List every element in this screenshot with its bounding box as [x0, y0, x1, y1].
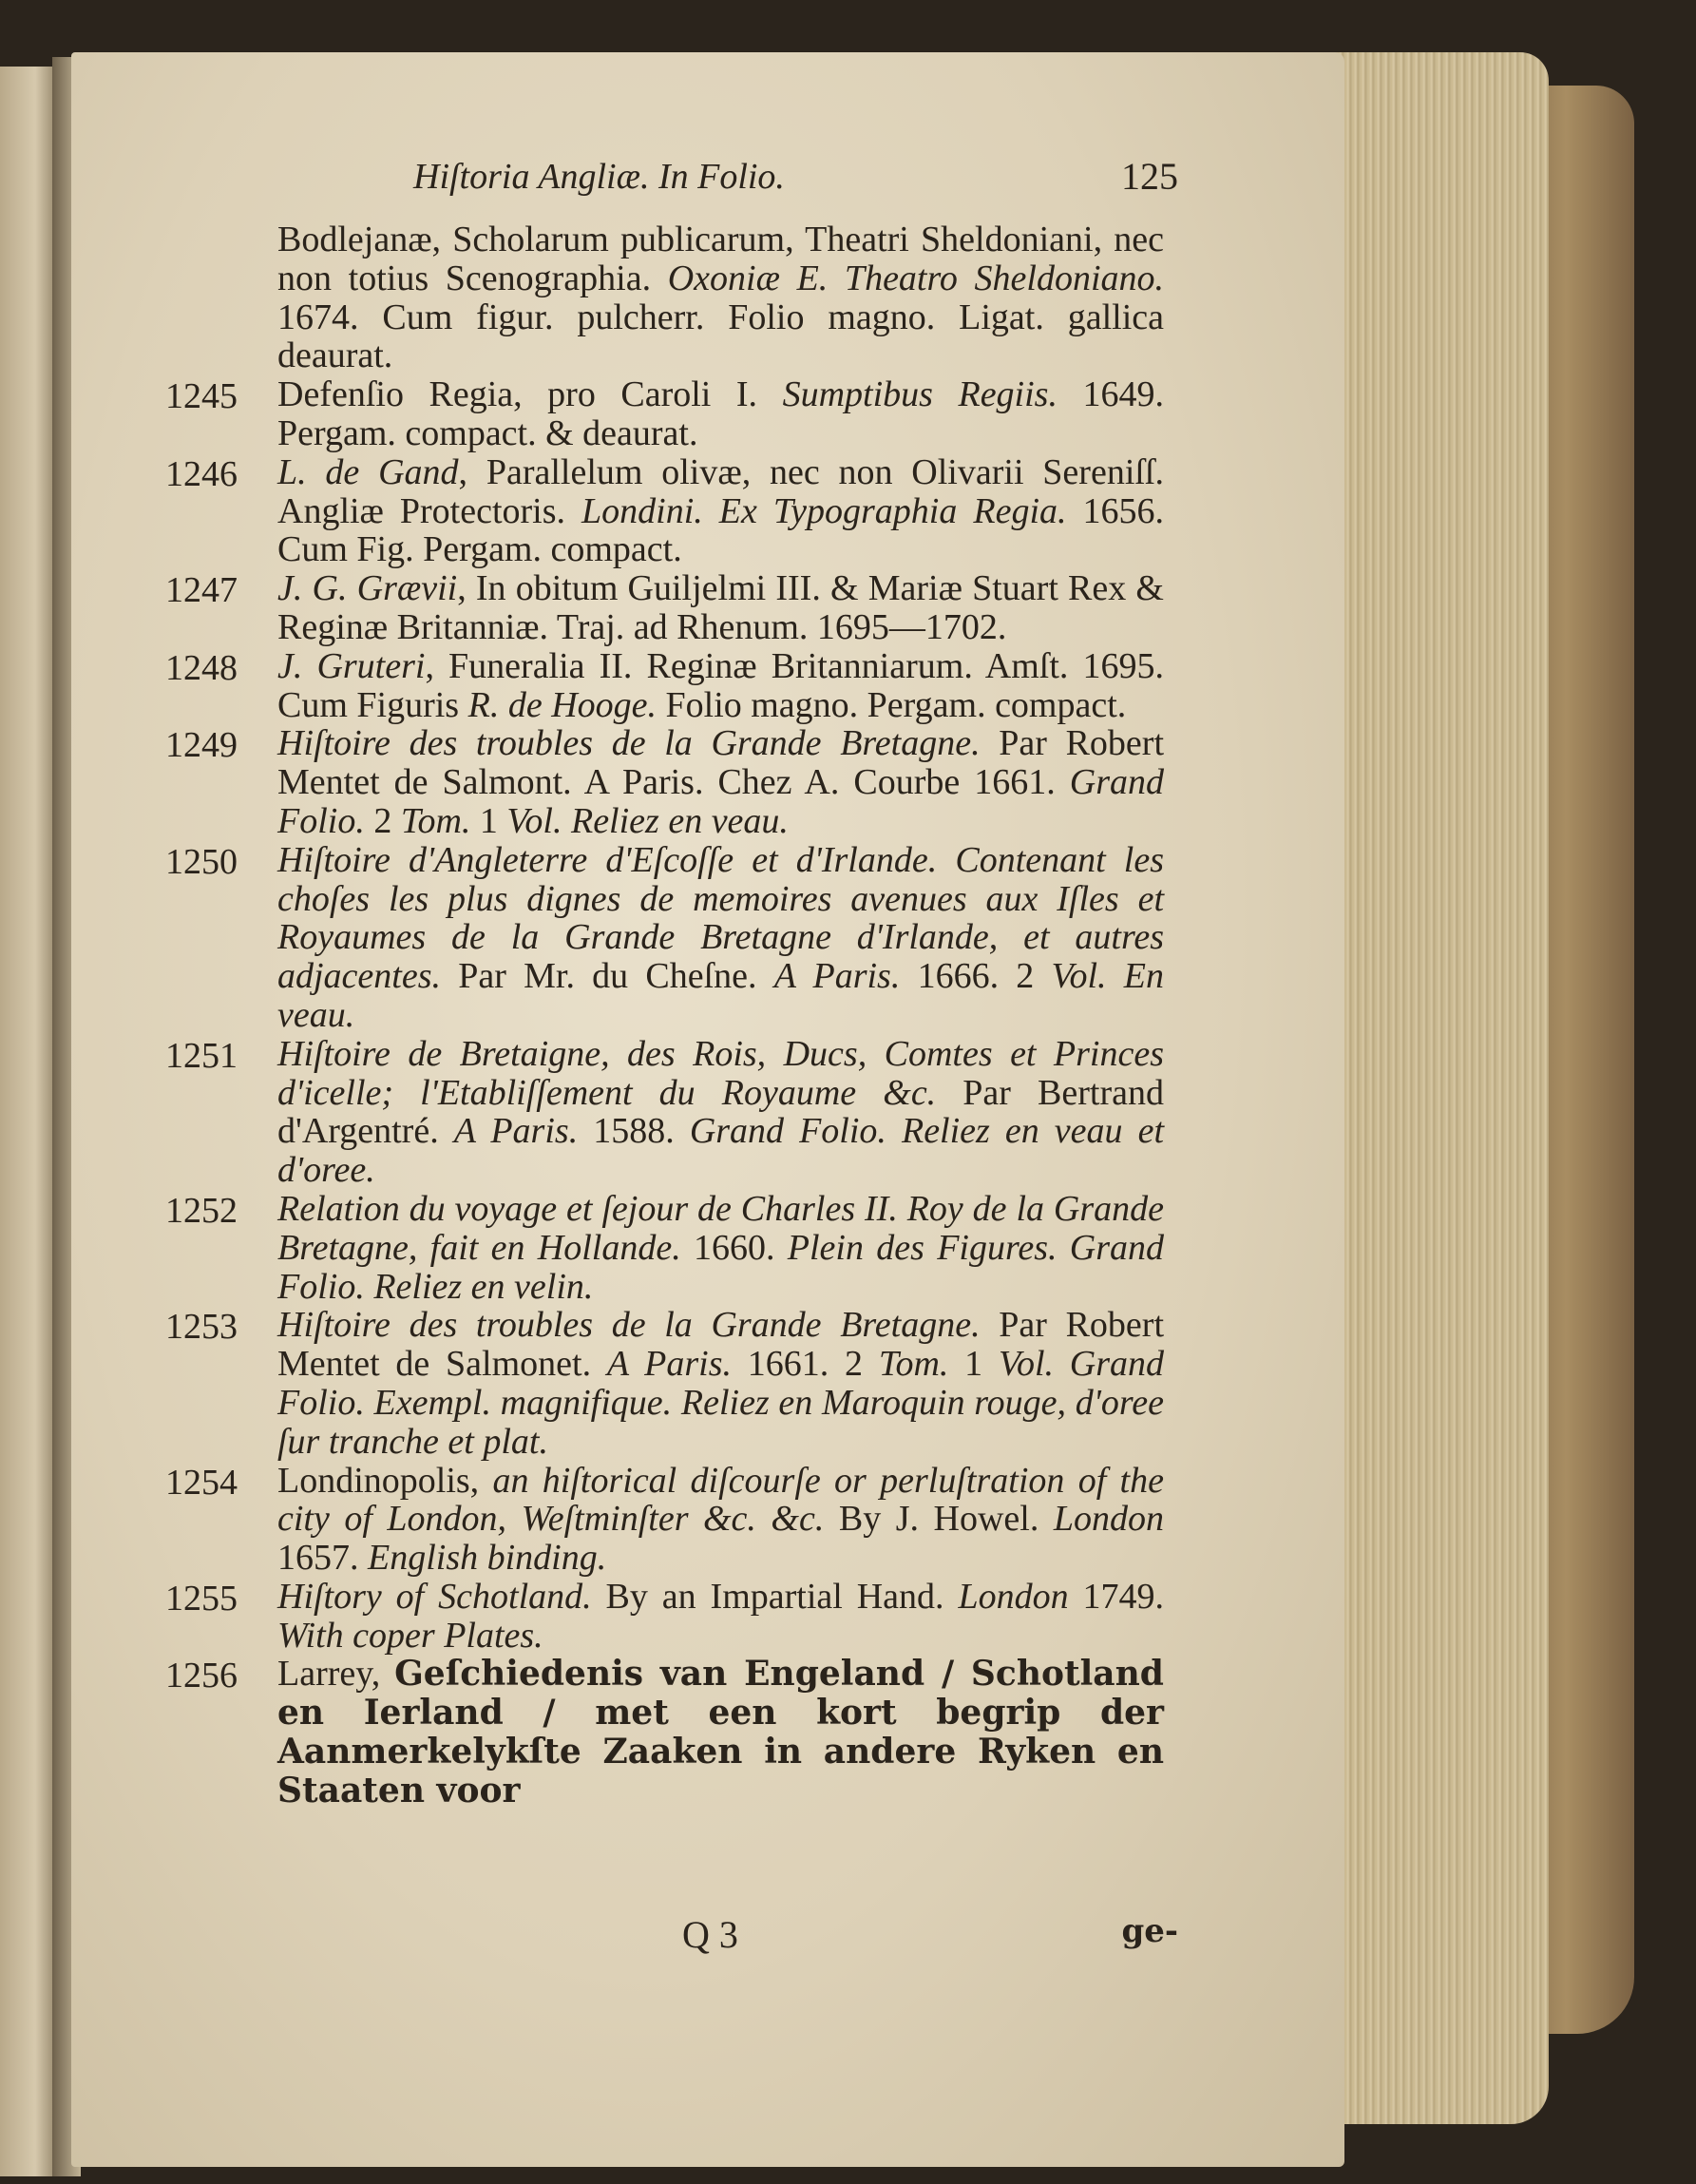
entry-text-segment: 1660. — [680, 1227, 788, 1268]
entry-number: 1252 — [165, 1190, 238, 1231]
entry-number: 1254 — [165, 1462, 238, 1503]
entry-text-segment: J. Gruteri — [277, 645, 426, 686]
entry-text — [277, 220, 1164, 375]
entry-text-segment: 1749. — [1068, 1576, 1164, 1617]
entry-text-segment: Par Mr. du Cheſne. — [441, 956, 774, 997]
entry-text-segment: Sumptibus Regiis. — [782, 374, 1058, 415]
entry-text — [277, 569, 1164, 647]
signature-mark: Q 3 — [682, 1913, 738, 1956]
entry-text-segment: 1588. — [578, 1111, 690, 1152]
entry-number: 1246 — [165, 453, 238, 494]
page-number: 125 — [1121, 155, 1178, 198]
entry-text-segment: Vol. En veau. — [277, 956, 1164, 1035]
entry-text-segment: R. de Hooge. — [467, 684, 657, 725]
catalogue-entry — [165, 568, 1164, 647]
catalogue-entry — [165, 451, 1164, 570]
entry-number: 1248 — [165, 647, 238, 688]
entry-text-segment: Folio magno. Pergam. compact. — [657, 684, 1127, 725]
entry-text — [277, 1190, 1164, 1306]
entry-number: 1255 — [165, 1578, 238, 1619]
entry-text-segment: Vol. Reliez en veau. — [506, 800, 789, 841]
entry-text — [277, 453, 1164, 569]
entry-text-segment: , In obitum Guiljelmi III. & Mariæ Stuart Rex & Reginæ Britanniæ. Traj. ad Rhenum. 1695—1702. — [277, 568, 1164, 647]
entry-text-segment: Tom. — [878, 1344, 949, 1385]
entry-text-segment: Hiſtoire d'Angleterre d'Eſcoſſe et d'Irlande. Contenant les choſes les plus dignes de memoires avenues aux Iſles et Royaumes de la Grande Bretagne d'Irlande, et autres adjacentes. — [277, 839, 1164, 997]
entry-text-segment: Grand Folio. — [277, 762, 1164, 841]
entry-text-segment: A Paris. — [606, 1344, 732, 1385]
left-page-edge — [0, 67, 59, 2176]
entry-text-segment: Hiſtory of Schotland. — [277, 1576, 592, 1617]
entry-text-segment: 1 — [470, 800, 507, 841]
page-footer — [266, 1912, 1178, 1960]
catalogue-entry — [165, 1576, 1164, 1656]
entry-text-segment: 1674. Cum figur. pulcherr. Folio magno. Ligat. gallica deaurat. — [277, 297, 1164, 376]
entry-text-segment: , Funeralia II. Reginæ Britanniarum. Amſt. 1695. Cum Figuris — [277, 645, 1164, 725]
entry-text-segment: 2 — [364, 800, 401, 841]
entry-text — [277, 1035, 1164, 1190]
entry-text-segment: Bodlejanæ, Scholarum publicarum, Theatri Sheldoniani, nec non totius Scenographia. — [277, 220, 1164, 298]
entry-text-segment: Defenſio Regia, pro Caroli I. — [277, 374, 783, 415]
entry-text — [277, 1655, 1164, 1810]
entry-number: 1253 — [165, 1307, 238, 1348]
entry-text-segment: Oxoniæ E. Theatro Sheldoniano. — [667, 258, 1164, 298]
entry-number: 1256 — [165, 1656, 238, 1696]
entry-text-segment: Vol. Grand Folio. Exempl. magnifique. Reliez en Maroquin rouge, d'oree ſur tranche et plat. — [277, 1344, 1165, 1462]
catalogue-entry — [171, 220, 1164, 375]
entry-text-segment: , Parallelum olivæ, nec non Olivarii Sereniſſ. Angliæ Protectoris. — [277, 451, 1164, 531]
entry-text-segment: Par Robert Mentet de Salmonet. — [277, 1305, 1164, 1385]
entry-text-segment: A Paris. — [453, 1111, 579, 1152]
entry-number: 1247 — [165, 570, 238, 611]
entry-text-segment: Hiſtoire de Bretaigne, des Rois, Ducs, Comtes et Princes d'icelle; l'Etabliſſement du Royaume &c. — [277, 1033, 1164, 1113]
entry-number: 1249 — [165, 725, 238, 766]
entry-text — [277, 724, 1164, 840]
entry-text-segment: 1666. 2 — [900, 956, 1052, 997]
entry-text-segment: Hiſtoire des troubles de la Grande Bretagne. — [277, 1305, 981, 1346]
entry-text-segment: Larrey, — [277, 1654, 395, 1695]
entry-text — [277, 1462, 1164, 1578]
entry-text-segment: Hiſtoire des troubles de la Grande Bretagne. — [277, 723, 981, 764]
entry-text-segment: With coper Plates. — [277, 1615, 543, 1656]
entry-text-segment: an hiſtorical diſcourſe or perluſtration of the city of London, Weſtminſter &c. &c. — [277, 1460, 1164, 1540]
entry-text-segment: 1649. Pergam. compact. & deaurat. — [277, 374, 1165, 453]
entry-number: 1251 — [165, 1035, 238, 1076]
entry-text-segment: L. de Gand — [277, 451, 459, 492]
entry-text-segment: 1 — [948, 1344, 999, 1385]
entry-text-segment: Londinopolis, — [277, 1460, 493, 1501]
entry-text — [277, 1578, 1164, 1656]
running-title: Hiſtoria Angliæ. In Folio. — [413, 157, 785, 197]
catalogue-entry — [165, 1654, 1164, 1810]
entry-number: 1245 — [165, 376, 238, 417]
entry-text — [277, 841, 1164, 1035]
catalogue-entry — [165, 374, 1165, 453]
entry-text-segment: Par Bertrand d'Argentré. — [277, 1072, 1164, 1152]
catalogue-entry — [165, 1305, 1165, 1462]
entry-text-segment: By J. Howel. — [824, 1499, 1054, 1540]
page-block-edge — [1330, 52, 1549, 2124]
catalogue-entry — [165, 1188, 1165, 1307]
entry-text-segment: Par Robert Mentet de Salmont. A Paris. Chez A. Courbe 1661. — [277, 723, 1164, 803]
entry-text — [277, 1306, 1164, 1461]
entry-number: 1250 — [165, 841, 238, 882]
catalogue-entry — [165, 723, 1164, 841]
entry-text-segment: Londini. Ex Typographia Regia. — [581, 490, 1067, 531]
entry-text-segment: Tom. — [400, 800, 471, 841]
catalogue-entry — [165, 645, 1164, 725]
entry-text — [277, 647, 1164, 725]
entry-text-segment: By an Impartial Hand. — [591, 1576, 959, 1617]
catchword: ge- — [1121, 1912, 1178, 1950]
entry-text-segment: A Paris. — [773, 956, 901, 997]
entry-text-segment: Geſchiedenis van Engeland / Schotland en Ierland / met een kort begrip der Aanmerkelykſte Zaaken in andere Ryken en Staaten voor — [277, 1654, 1164, 1810]
entry-text-segment: English binding. — [368, 1538, 607, 1579]
entry-text-segment: 1661. 2 — [732, 1344, 879, 1385]
entry-text-segment: Grand Folio. Reliez en veau et d'oree. — [277, 1111, 1165, 1191]
catalogue-entry — [165, 1460, 1164, 1579]
entry-text-segment: 1657. — [277, 1538, 368, 1579]
entry-text-segment: London — [1053, 1499, 1164, 1540]
catalogue-entry — [165, 1033, 1165, 1191]
entry-text-segment: Relation du voyage et ſejour de Charles II. Roy de la Grande Bretagne, fait en Hollande. — [277, 1188, 1164, 1268]
catalogue-entries — [165, 220, 1165, 1810]
catalogue-entry — [165, 839, 1164, 1035]
entry-text-segment: J. G. Grævii — [277, 568, 458, 609]
entry-text-segment: 1656. Cum Fig. Pergam. compact. — [277, 490, 1164, 570]
entry-text — [277, 375, 1164, 453]
page-header — [266, 152, 1178, 209]
entry-text-segment: London — [958, 1576, 1069, 1617]
entry-text-segment: Plein des Figures. Grand Folio. Reliez en velin. — [277, 1227, 1165, 1307]
